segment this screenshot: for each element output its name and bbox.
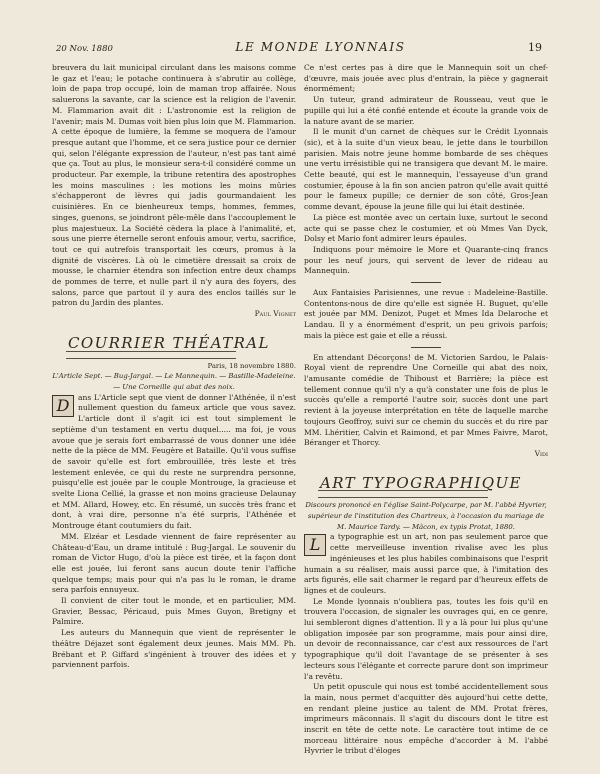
right-column xyxy=(304,63,548,757)
page-header xyxy=(56,40,542,56)
separator xyxy=(411,347,441,348)
paragraph: Le Monde lyonnais n'oubliera pas, toutes les fois qu'il en trouvera l'occasion, de signaler les ouvrages qui, en ce genre, lui sembleront dignes d'attention. Il y a là pour lui plus qu'une obligation imposée par son programme, mais pour ainsi dire, un devoir de reconnaissance, car c'est aux ressources de l'art typographique qu'il doit l'avantage de se présenter à ses lecteurs sous l'élégante et correcte parure dont son imprimeur l'a revêtu. xyxy=(304,596,548,681)
paragraph-text: ans L'Article sept que vient de donner l'Athénée, il n'est nullement question du fameux article que vous savez. L'article dont il s'agit ici est tout simplement le septième d'un testament en vertu duquel..... ma foi, je vous avoue que je serais fort embarrassé de vous donner une idée nette de la pièce de MM. Feugère et Bataille. Qu'il vous suffise de savoir qu'elle est fort embrouillée, très leste et très lestement enlevée, ce qui du reste ne surprendra personne, puisqu'elle est jouée par le couple Montrouge, la gracieuse et svelte Liona Cellié, la grasse et non moins gracieuse Delaunay et MM. Allard, Howey, etc. En résumé, un succès très franc et dont, à vrai dire, personne n'a été surpris, l'Athénée et Montrouge étant coutumiers du fait. xyxy=(52,392,296,531)
paragraph: Il convient de citer tout le monde, et en particulier, MM. Gravier, Bessac, Péricaud, puis Mmes Guyon, Bretigny et Palmire. xyxy=(52,596,296,627)
author-signature: Vidi xyxy=(534,448,548,458)
paragraph: Un tuteur, grand admirateur de Rousseau, veut que le pupille qui lui a été confié entende et écoute la grande voix de la nature avant de se marier. xyxy=(304,95,548,126)
paragraph: Un petit opuscule qui nous est tombé accidentellement sous la main, nous permet d'acquitter dès aujourd'hui cette dette, en rendant pleine justice au talent de MM. Protat frères, imprimeurs mâconnais. Il s'agit du discours dont le titre est inscrit en tête de cette note. Le caractère tout intime de ce morceau littéraire nous empêche d'accorder à M. l'abbé Hyvrier le tribut d'éloges xyxy=(304,682,548,756)
paragraph xyxy=(52,393,296,532)
section-title: ART TYPOGRAPHIQUE xyxy=(320,473,522,492)
paragraph: breuvera du lait municipal circulant dans les maisons comme le gaz et l'eau; le potache continuera à s'abrutir au collège, loin de papa trop occupé, loin de maman trop affairée. Nous saluerons la savante, car la science est la religion de l'avenir. M. Flammarion avait dit : L'astronomie est la religion de l'avenir; mais M. Dumas voit bien plus loin que M. Flammarion. A cette époque de lumière, la femme se moquera de l'amour presque autant que l'homme, et ce sera justice pour ce dernier qui, selon l'élégante expression de l'auteur, n'est pas tant aimé que ça. Tout au plus, le monsieur sera-t-il considéré comme un producteur. Par exemple, la tribune retentira des apostrophes les moins masculines : les motions les moins mûries s'échapperont de lèvres qui jadis gourmandaient les cuisinières. En ce bienheureux temps, hommes, femmes, singes, guenons, se joindront pêle-mêle dans l'accouplement le plus majestueux. La Société cèdera la place à l'animalité, et, sous une pierre éternelle seront enfouis amour, vertu, sacrifice, tout ce qui autrefois transportait les cœurs, promus à la dignité de viscères. Là où le cimetière dressait sa croix de mousse, le charnier étendra son infection entre deux champs de pommes de terre, et nulle part il n'y aura des foyers, des salons, parce que partout il y aura des enclos taillés sur le patron du Jardin des plantes. xyxy=(52,63,296,308)
paragraph: Aux Fantaisies Parisiennes, une revue : Madeleine-Bastille. Contentons-nous de dire qu'elle est signée H. Buguet, qu'elle est jouée par MM. Denizot, Puget et Mmes Ida Delaroche et Landau. Il y a énormément d'esprit, un peu grivois parfois; mais la pièce est gaie et elle a réussi. xyxy=(304,288,548,340)
paragraph: Il le munit d'un carnet de chèques sur le Crédit Lyonnais (sic), et à la suite d'un vieux beau, le jette dans le tourbillon parisien. Mais notre jeune homme bombarde de ses chèques une vertu irrésistible qui ne transigera que devant M. le maire. Cette beauté, qui est le mannequin, l'essayeuse d'un grand costumier, épouse à la fin son ancien patron qu'elle avait quitté pour le fameux pupille; ce dernier de son côté, Gros-Jean comme devant, épouse la jeune fille qui lui était destinée. xyxy=(304,127,548,212)
left-column xyxy=(52,63,296,671)
issue-date: 20 Nov. 1880 xyxy=(56,44,113,54)
paragraph: Indiquons pour mémoire le More et Quarante-cinq francs pour les neuf jours, qui servent de lever de rideau au Mannequin. xyxy=(304,244,548,276)
paragraph: La pièce est montée avec un certain luxe, surtout le second acte qui se passe chez le costumier, et où Mmes Van Dyck, Dolsy et Mario font admirer leurs épaules. xyxy=(304,212,548,244)
section-subtitle: Discours prononcé en l'église Saint-Polycarpe, par M. l'abbé Hyvrier, supérieur de l'institution des Chartreux, à l'occasion du mariage de M. Maurice Tardy. — Mâcon, ex typis Protat, 1880. xyxy=(305,501,547,531)
journal-title: LE MONDE LYONNAIS xyxy=(235,40,406,54)
paragraph-text: a typographie est un art, non pas seulement parce que cette merveilleuse invention rivalise avec les plus ingénieuses et les plus habiles combinaisons que l'esprit humain a su réaliser, mais aussi parce que, à l'imitation des arts figurés, elle sait charmer le regard par d'heureux effets de lignes et de couleurs. xyxy=(304,532,548,595)
dateline: Paris, 18 novembre 1880. xyxy=(207,361,296,370)
separator xyxy=(411,282,441,283)
paragraph: MM. Elzéar et Lesdade viennent de faire représenter au Château-d'Eau, un drame intitulé : Bug-Jargal. Le souvenir du roman de Victor Hugo, d'où la pièce est tirée, et la façon dont elle est jouée, lui feront sans aucun doute tenir l'affiche quelque temps; mais pour qui n'a pas lu le roman, le drame sera parfois ennuyeux. xyxy=(52,531,296,595)
paragraph: Ce n'est certes pas à dire que le Mannequin soit un chef-d'œuvre, mais jouée avec plus d'entrain, la pièce y gagnerait énormément; xyxy=(304,63,548,94)
paragraph xyxy=(304,532,548,596)
author-signature: Paul Vignet xyxy=(254,309,296,319)
page-number: 19 xyxy=(528,41,542,54)
section-title: COURRIER THÉATRAL xyxy=(68,333,270,352)
drop-cap: L xyxy=(304,534,326,556)
paragraph: En attendant Décorçons! de M. Victorien Sardou, le Palais-Royal vient de reprendre Une Corneille qui abat des noix, l'amusante comédie de Thiboust et Barrière; la pièce est tellement connue qu'il n'y a qu'à constater une fois de plus le succès qu'elle a remporté l'autre soir, succès dont une part revient à la joyeuse interprétation en tête de laquelle marche toujours Geoffroy, suivi sur ce chemin du succès et du rire par MM. Lhéritier, Calvin et Raimond, et par Mmes Faivre, Marot, Béranger et Thorcy. xyxy=(304,352,548,448)
paragraph: Les auteurs du Mannequin que vient de représenter le théâtre Déjazet sont également deux jeunes. Mais MM. Ph. Brébant et P. Giffard s'ingénient à trouver des idées et y parviennent parfois. xyxy=(52,628,296,670)
section-subtitle: L'Article Sept. — Bug-Jargal. — Le Mannequin. — Bastille-Madeleine. — Une Corneille qui abat des noix. xyxy=(52,372,296,391)
drop-cap: D xyxy=(52,395,74,417)
